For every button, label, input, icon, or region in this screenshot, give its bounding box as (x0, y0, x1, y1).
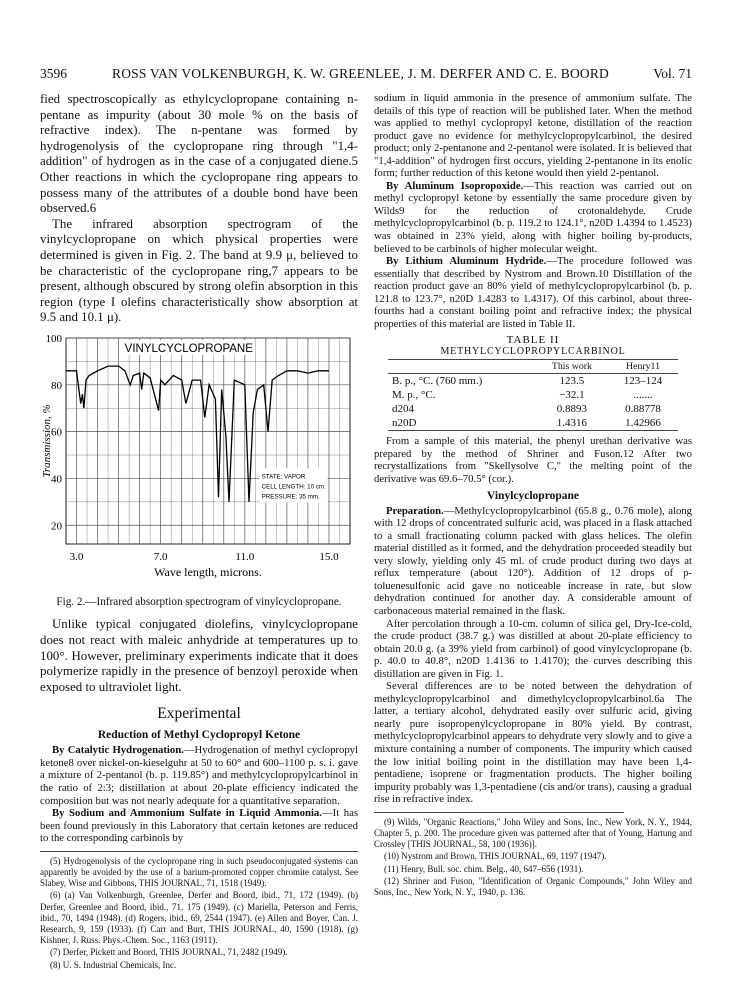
footnote: (10) Nystrom and Brown, THIS JOURNAL, 69, 1197 (1947). (384, 851, 607, 862)
paragraph: After percolation through a 10-cm. column of silica gel, Dry-Ice-cold, the crude product (38.7 g.) was distilled at about 20-plate efficiency to obtain 20.0 g. (a 39% yield from carbinol) of good vinylcyclopropane (b. p. 40.0 to 40.8°, n20D 1.4136 to 1.4170); the curves describing this distillation are given in Fig. 1. (374, 617, 692, 680)
y-tick-label: 20 (51, 520, 62, 533)
table-ii (374, 334, 692, 431)
footnote: (7) Derfer, Pickett and Boord, THIS JOURNAL, 71, 2482 (1949). (50, 947, 288, 958)
properties-table (388, 359, 678, 431)
x-tick-label: 15.0 (319, 550, 339, 563)
footnote: (8) U. S. Industrial Chemicals, Inc. (50, 959, 177, 970)
paragraph: sodium in liquid ammonia in the presence of ammonium sulfate. The details of this type of reaction will be published later. When the method was applied to methyl cyclopropyl ketone, distillation of the reaction product gave no evidence for methylcyclopropylcarbinol, the desired product; only 2-pentanone and 2-pentanol were isolated. It is believed that "1,4-addition" of hydrogen first occurs, yielding 2-pentanone in its enolic form; further reduction of this ketone would then yield 2-pentanol. (374, 92, 692, 180)
footnote: (11) Henry, Bull. soc. chim. Belg., 40, 647–656 (1931). (384, 863, 584, 874)
run-in-heading: By Sodium and Ammonium Sulfate in Liquid Ammonia. (52, 807, 322, 820)
plot-frame (66, 338, 350, 544)
chart-title: VINYLCYCLOPROPANE (124, 342, 253, 355)
paragraph: From a sample of this material, the phenyl urethan derivative was prepared by the method of Shriner and Fuson.12 After two recrystallizations from "Skellysolve C," the melting point of the derivative was 69.6–70.5° (cor.). (374, 435, 692, 486)
table-row: M. p., °C. −32.1 ....... (392, 389, 653, 402)
table-row: B. p., °C. (760 mm.) 123.5 123–124 (392, 375, 663, 388)
y-tick-label: 80 (51, 379, 62, 392)
ir-spectrogram-figure (40, 332, 358, 594)
x-axis-label: Wave length, microns. (154, 564, 262, 579)
paragraph: Several differences are to be noted between the dehydration of methylcyclopropylcarbinol and dimethylcyclopropylcarbinol.6a The latter, a tertiary alcohol, dehydrated easily over sulfuric acid, giving nearly pure isopropenylcyclopropane in 80% yield. By contrast, methylcyclopropylcarbinol appears to dehydrate very slowly and to give a mixture containing a number of components. The impurity which caused the low initial boiling point in the distillation may have been 1,4-pentadiene, isoprene or fragmentation products. The higher boiling impurity probably was 1,3-pentadiene (cis and/or trans), causing a gradual rise in refractive index. (374, 680, 692, 806)
table-subtitle: METHYLCYCLOPROPYLCARBINOL (440, 346, 626, 358)
subsection-heading: Vinylcyclopropane (486, 489, 579, 502)
run-in-heading: By Catalytic Hydrogenation. (52, 744, 184, 757)
footnote-rule (40, 851, 358, 852)
y-tick-label: 40 (51, 473, 62, 486)
footnote: (6) (a) Van Volkenburgh, Greenlee, Derfer and Boord, ibid., 71, 172 (1949). (b) Derfer, Greenlee and Boord, ibid., 71, 175 (1949). (c) Mariella, Peterson and Ferris, ibid., 70, 1494 (1948). (d) Rogers, ibid., 69, 2544 (1947). (e) Allen and Boyer, Can. J. Research, 9, 159 (1933). (f) Carr and Burt, THIS JOURNAL, 40, 1590 (1918). (g) Kishner, J. Russ. Phys.-Chem. Soc., 1163 (1911). (40, 890, 358, 946)
run-in-heading: By Aluminum Isopropoxide. (386, 179, 524, 192)
x-tick-label: 11.0 (235, 550, 255, 563)
run-in-heading: Preparation. (386, 504, 444, 517)
section-heading: Experimental (157, 705, 241, 723)
subsection-heading: Reduction of Methyl Cyclopropyl Ketone (97, 729, 301, 742)
running-header (40, 66, 692, 84)
x-tick-label: 7.0 (153, 550, 168, 563)
volume-label: Vol. 71 (653, 66, 692, 81)
footnote: (5) Hydrogenolysis of the cyclopropane ring in such pseudoconjugated systems can apparently be avoided by the use of a barium-promoted copper chromite catalyst. See Slabey, Wise and Gibbons, THIS JOURNAL, 71, 1518 (1949). (40, 855, 358, 889)
footnote: (12) Shriner and Fuson, "Identification of Organic Compounds," John Wiley and Sons, Inc., New York, N. Y., 1940, p. 136. (374, 875, 692, 897)
measurement-note: PRESSURE: 35 mm. (261, 493, 320, 501)
paragraph: Preparation.—Methylcyclopropylcarbinol (65.8 g., 0.76 mole), along with 12 drops of concentrated sulfuric acid, was placed in a flask attached to a small fractionating column packed with glass helices. The olefin material distilled as it formed, and the dehydration proceeded steadily but very slowly, yielding only 45 ml. of crude product during two days at reflux temperature (about 120°). Addition of 12 drops of p-toluenesulfonic acid gave no noticeable increase in rate, but slow dehydration continued for another day. A considerable amount of carbonaceous material remained in the flask. (374, 504, 692, 617)
table-row: d204 0.8893 0.88778 (392, 403, 661, 416)
paragraph: By Lithium Aluminum Hydride.—The procedure followed was essentially that described by Nystrom and Brown.10 Distillation of the reaction product gave an 80% yield of methylcyclopropylcarbinol (b. p. 121.8 to 123.7°, n20D 1.4283 to 1.4317). Of this carbinol, about three-fourths had a constant boiling point and refractive index; the physical properties of this material are listed in Table II. (374, 255, 692, 330)
table-title: TABLE II (506, 334, 560, 347)
figure-caption: Fig. 2.—Infrared absorption spectrogram of vinylcyclopropane. (56, 595, 342, 608)
x-tick-label: 3.0 (69, 550, 84, 563)
footnote-rule (374, 812, 624, 813)
paragraph: By Sodium and Ammonium Sulfate in Liquid Ammonia.—It has been found previously in this Laboratory that certain ketones are reduced to the corresponding carbinols by (40, 807, 358, 845)
table-header-row (388, 360, 678, 374)
table-row: n20D 1.4316 1.42966 (388, 416, 678, 431)
column-header: Henry11 (608, 360, 678, 374)
paragraph: fied spectroscopically as ethylcyclopropane containing n-pentane as impurity (about 30 mole % on the basis of refractive index). The n-pentane was formed by hydrogenolysis of the cyclopropane ring through "1,4-addition" of hydrogen as in the case of a conjugated diene.5 Other reactions in which the cyclopropane ring appears to possess many of the attributes of a double bond have been observed.6 (40, 92, 358, 216)
y-tick-label: 100 (45, 332, 62, 345)
paragraph: By Aluminum Isopropoxide.—This reaction was carried out on methyl cyclopropyl ketone by essentially the same procedure given by Wilds9 for the reduction of crotonaldehyde. Crude methylcyclopropylcarbinol (b. p. 119.2 to 124.1°, n20D 1.4394 to 1.4523) was obtained in 23% yield, along with higher boiling by-products, believed to be carbinols of higher molecular weight. (374, 179, 692, 255)
run-in-heading: By Lithium Aluminum Hydride. (386, 255, 547, 268)
page-number: 3596 (40, 66, 67, 81)
left-column (40, 92, 358, 972)
measurement-note: STATE: VAPOR (261, 473, 306, 481)
column-header: This work (536, 360, 608, 374)
measurement-note: CELL LENGTH: 10 cm. (261, 483, 326, 491)
paragraph: The infrared absorption spectrogram of the vinylcyclopropane on which physical properties were determined is given in Fig. 2. The band at 9.9 μ, believed to be characteristic of the cyclopropane ring,7 appears to be present, although obscured by strong olefin absorption in this region (type I olefins characteristically show absorption at 9.5 and 10.1 μ). (40, 216, 358, 325)
footnote: (9) Wilds, "Organic Reactions," John Wiley and Sons, Inc., New York, N. Y., 1944, Chapter 5, p. 200. The procedure given was patterned after that of Young, Hartung and Crossley [THIS JOURNAL, 58, 100 (1936)]. (374, 816, 692, 850)
running-authors: ROSS VAN VOLKENBURGH, K. W. GREENLEE, J. M. DERFER AND C. E. BOORD (112, 66, 610, 81)
ir-spectrogram-chart (40, 332, 358, 594)
right-column (374, 92, 692, 899)
paragraph: By Catalytic Hydrogenation.—Hydrogenation of methyl cyclopropyl ketone8 over nickel-on-kieselguhr at 50 to 60° and 600–1100 p. s. i. gave a mixture of 2-pentanol (b. p. 119.85°) and methylcyclopropylcarbinol in the ratio of 2:3; distillation at about 20-plate efficiency indicated the composition but was not nearly adequate for a quantitative separation. (40, 744, 358, 807)
y-axis-label: Transmission, % (41, 404, 53, 478)
y-tick-label: 60 (51, 426, 62, 439)
paragraph: Unlike typical conjugated diolefins, vinylcyclopropane does not react with maleic anhydride at temperatures up to 100°. However, preliminary experiments indicate that it does polymerize rapidly in the presence of benzoyl peroxide when exposed to ultraviolet light. (40, 617, 358, 694)
